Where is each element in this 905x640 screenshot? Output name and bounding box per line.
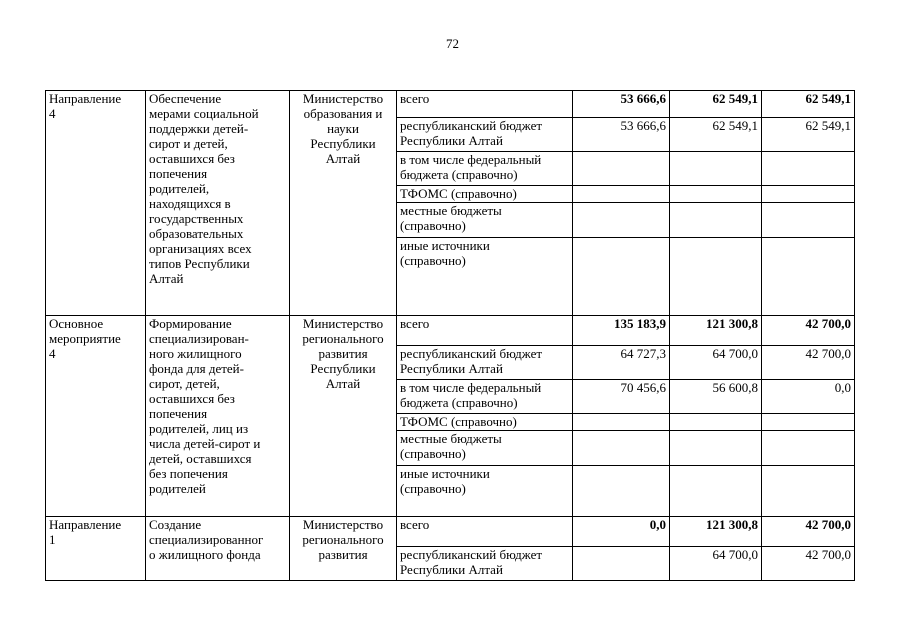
source-cell: республиканский бюджет Республики Алтай: [397, 118, 573, 152]
value-cell: [573, 431, 670, 466]
table-row: [46, 316, 855, 346]
value-cell: 121 300,8: [670, 517, 762, 547]
value-cell: 62 549,1: [670, 118, 762, 152]
value-cell: [762, 466, 855, 517]
executor-cell: Министерство образования и науки Республики Алтай: [290, 91, 397, 316]
value-cell: [573, 414, 670, 431]
value-cell: 62 549,1: [762, 118, 855, 152]
table-row: [46, 517, 855, 547]
source-cell: в том числе федеральный бюджета (справочно): [397, 380, 573, 414]
executor-cell: Министерство регионального развития: [290, 517, 397, 581]
value-cell: 64 727,3: [573, 346, 670, 380]
value-cell: 64 700,0: [670, 547, 762, 581]
source-cell: ТФОМС (справочно): [397, 186, 573, 203]
source-cell: иные источники (справочно): [397, 466, 573, 517]
source-cell: республиканский бюджет Республики Алтай: [397, 547, 573, 581]
value-cell: [573, 547, 670, 581]
value-cell: [762, 238, 855, 316]
value-cell: 62 549,1: [670, 91, 762, 118]
financing-table: [45, 90, 855, 581]
value-cell: 53 666,6: [573, 118, 670, 152]
value-cell: [573, 203, 670, 238]
direction-cell: Основное мероприятие 4: [46, 316, 146, 517]
source-cell: всего: [397, 91, 573, 118]
value-cell: [670, 203, 762, 238]
value-cell: 42 700,0: [762, 547, 855, 581]
value-cell: [670, 186, 762, 203]
value-cell: [670, 238, 762, 316]
value-cell: [762, 431, 855, 466]
direction-cell: Направление 1: [46, 517, 146, 581]
value-cell: [670, 466, 762, 517]
value-cell: [670, 414, 762, 431]
event-cell: Обеспечение мерами социальной поддержки детей- сирот и детей, оставшихся без попечения родителей, находящихся в государственных образовательных организациях всех типов Республики Алтай: [146, 91, 290, 316]
source-cell: ТФОМС (справочно): [397, 414, 573, 431]
value-cell: 56 600,8: [670, 380, 762, 414]
source-cell: всего: [397, 517, 573, 547]
value-cell: [573, 238, 670, 316]
value-cell: 62 549,1: [762, 91, 855, 118]
value-cell: [573, 466, 670, 517]
value-cell: 64 700,0: [670, 346, 762, 380]
value-cell: 42 700,0: [762, 316, 855, 346]
source-cell: республиканский бюджет Республики Алтай: [397, 346, 573, 380]
executor-cell: Министерство регионального развития Республики Алтай: [290, 316, 397, 517]
value-cell: 0,0: [573, 517, 670, 547]
source-cell: местные бюджеты (справочно): [397, 431, 573, 466]
value-cell: 135 183,9: [573, 316, 670, 346]
value-cell: 70 456,6: [573, 380, 670, 414]
source-cell: иные источники (справочно): [397, 238, 573, 316]
value-cell: 121 300,8: [670, 316, 762, 346]
value-cell: 0,0: [762, 380, 855, 414]
value-cell: [670, 431, 762, 466]
value-cell: [762, 152, 855, 186]
event-cell: Формирование специализирован- ного жилищного фонда для детей- сирот, детей, оставшихся без попечения родителей, лиц из числа детей-сирот и детей, оставшихся без попечения родителей: [146, 316, 290, 517]
event-cell: Создание специализированног о жилищного фонда: [146, 517, 290, 581]
source-cell: всего: [397, 316, 573, 346]
value-cell: 42 700,0: [762, 517, 855, 547]
source-cell: в том числе федеральный бюджета (справочно): [397, 152, 573, 186]
table-row: [46, 91, 855, 118]
direction-cell: Направление 4: [46, 91, 146, 316]
value-cell: [573, 186, 670, 203]
value-cell: [762, 203, 855, 238]
value-cell: [670, 152, 762, 186]
page-number: 72: [446, 36, 459, 51]
value-cell: [762, 414, 855, 431]
source-cell: местные бюджеты (справочно): [397, 203, 573, 238]
value-cell: 53 666,6: [573, 91, 670, 118]
value-cell: 42 700,0: [762, 346, 855, 380]
value-cell: [762, 186, 855, 203]
value-cell: [573, 152, 670, 186]
